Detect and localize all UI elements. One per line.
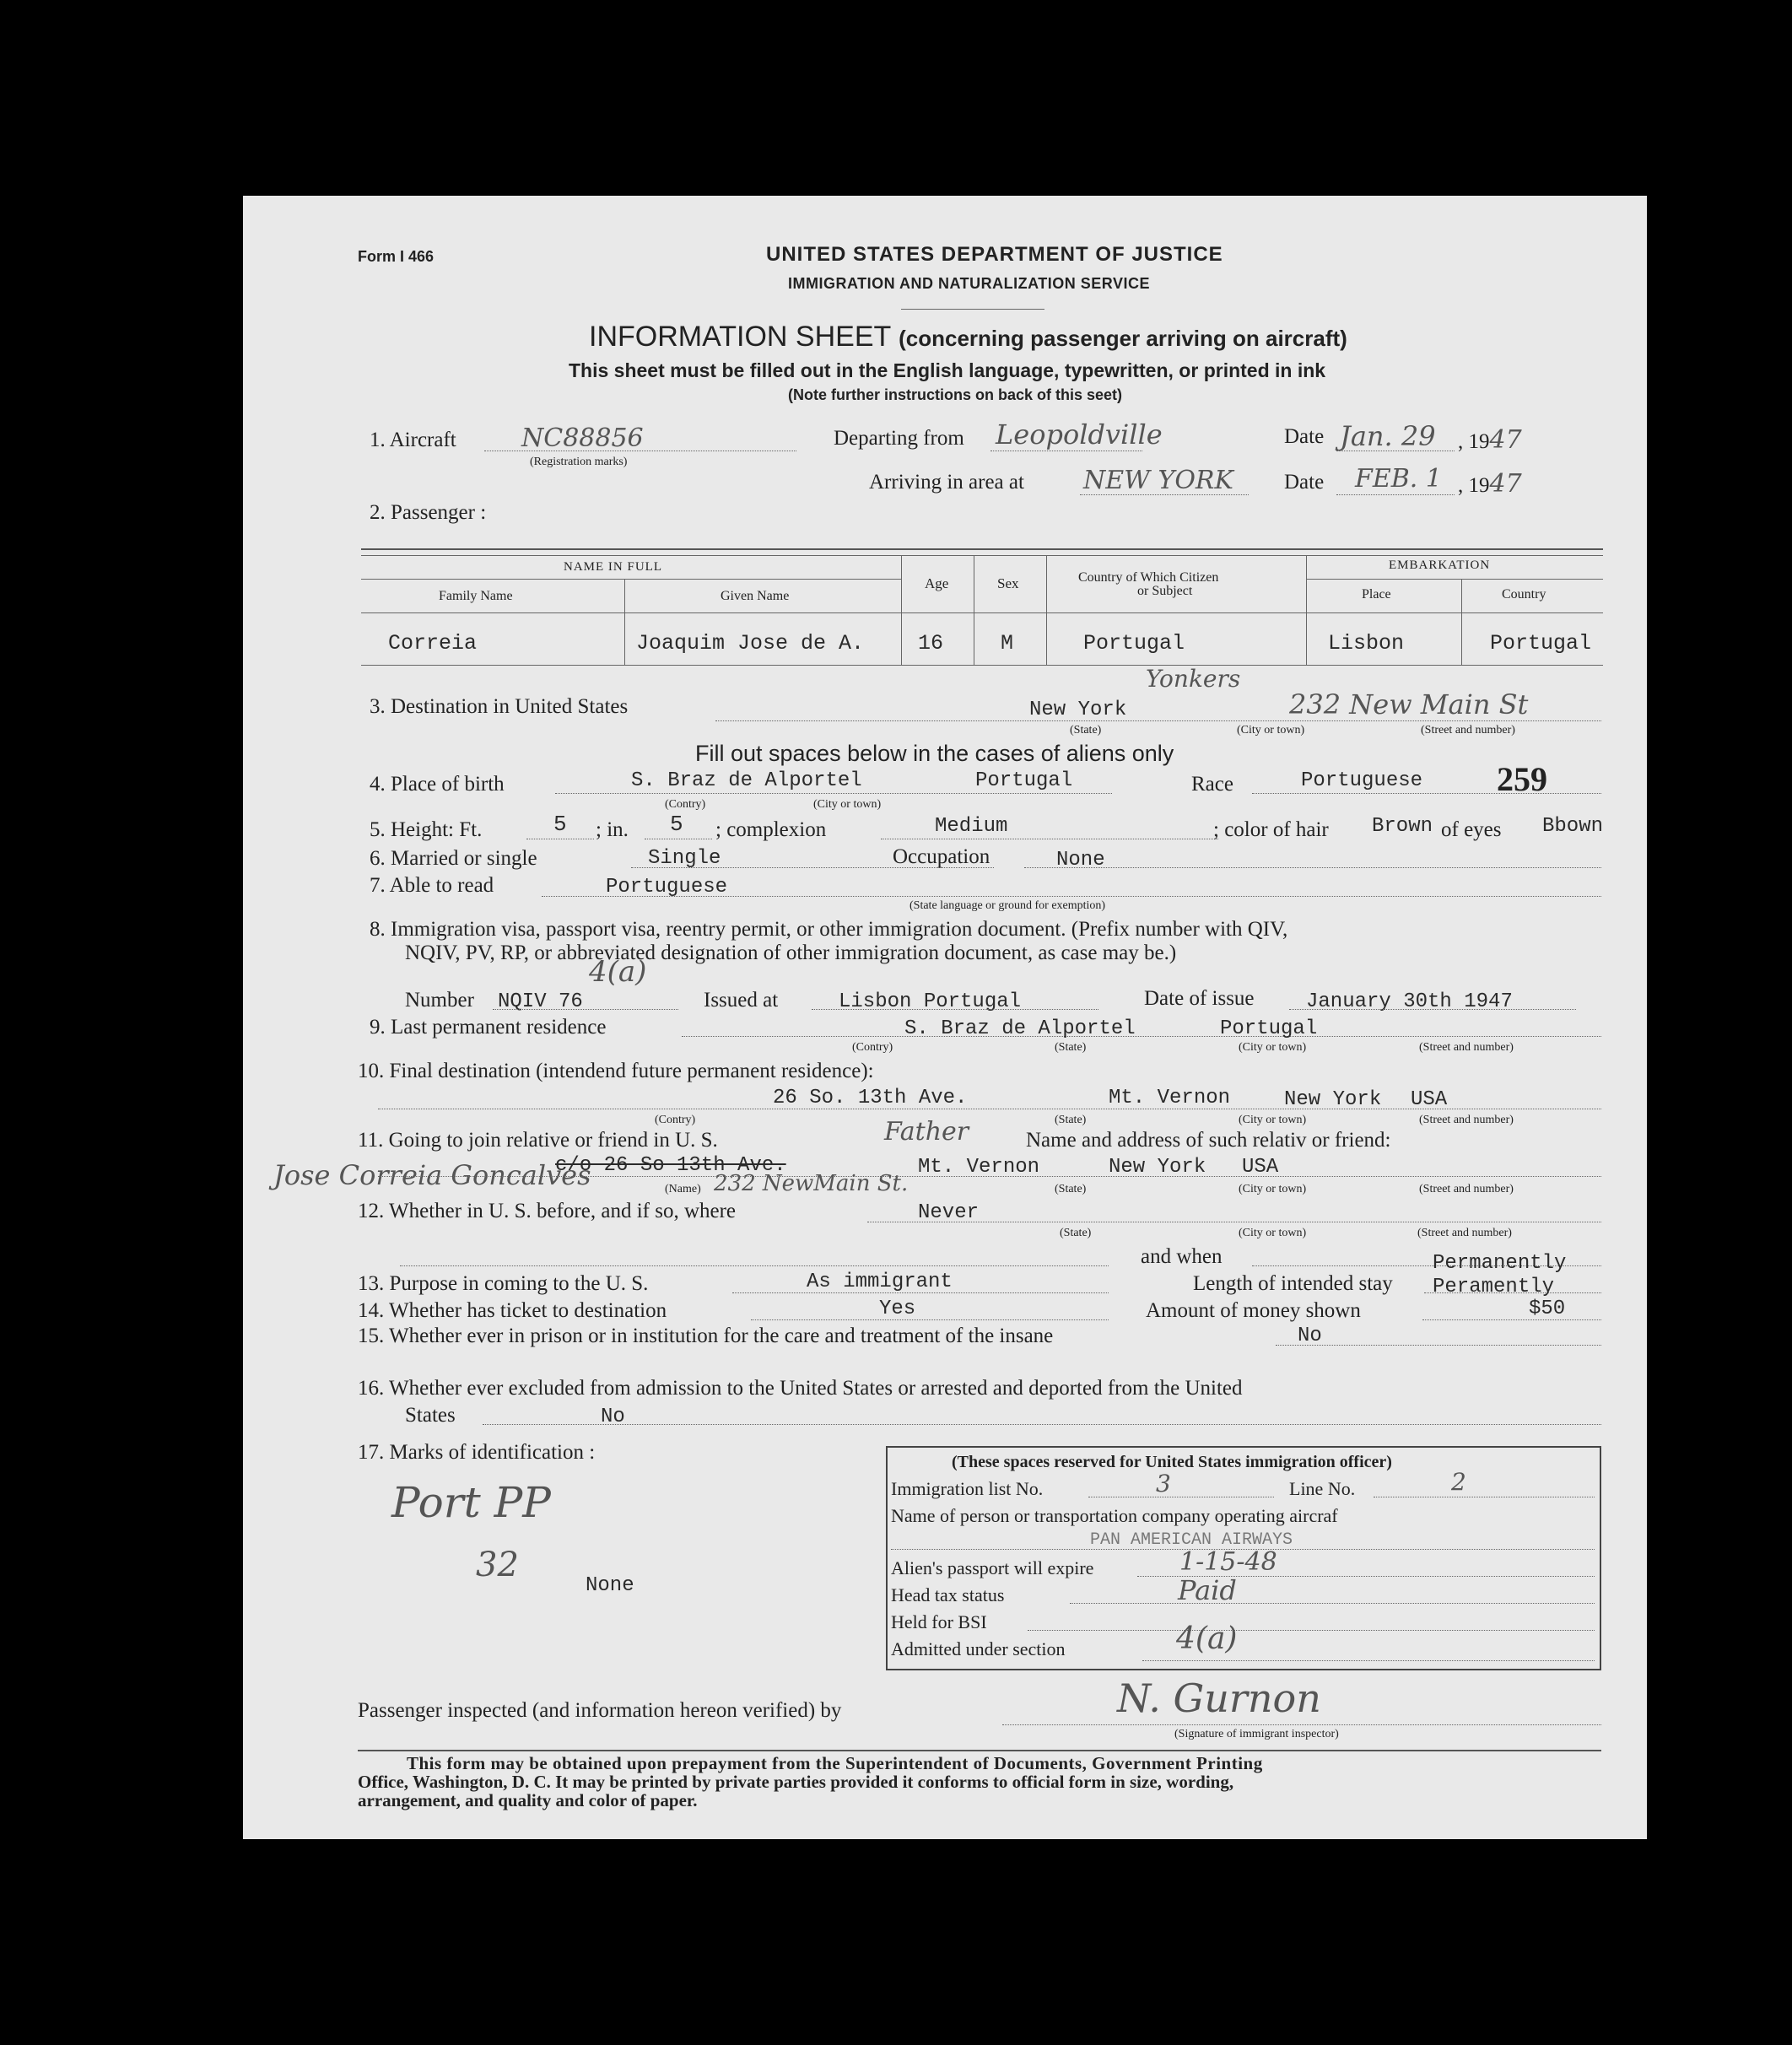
form-sheet (243, 196, 1647, 1839)
caption-country: (Contry) (665, 798, 706, 811)
family-name: Correia (388, 631, 478, 656)
departure-year: , 1947 (1458, 425, 1522, 455)
officer-box-title: (These spaces reserved for United States immigration officer) (952, 1453, 1392, 1471)
section-value: 4(a) (1176, 1621, 1238, 1656)
destination-label: 3. Destination in United States (370, 695, 629, 718)
company-label: Name of person or transportation company operating aircraf (891, 1505, 1338, 1526)
visa-section-handwritten: 4(a) (589, 955, 647, 989)
caption-street: (Street and number) (1419, 1183, 1514, 1195)
caption-city: (City or town) (813, 798, 882, 811)
birthplace-value: S. Braz de Alportel (631, 769, 862, 792)
aircraft-label: 1. Aircraft (370, 429, 456, 451)
issued-label: Issued at (704, 989, 779, 1012)
section-label: Admitted under section (891, 1638, 1066, 1659)
destination-street: 232 New Main St (1289, 688, 1529, 720)
destination-city: Yonkers (1146, 665, 1241, 693)
when-label: and when (1141, 1245, 1223, 1268)
caption-state: (State) (1060, 1227, 1092, 1239)
country-header: Country of Which Citizen (1078, 570, 1219, 585)
final-destination-label: 10. Final destination (intendend future permanent residence): (358, 1060, 874, 1082)
race-label: Race (1191, 773, 1233, 796)
caption-street: (Street and number) (1419, 1114, 1514, 1126)
age-header: Age (925, 575, 949, 591)
caption-state: (State) (1055, 1114, 1087, 1126)
line-number: 2 (1451, 1468, 1466, 1496)
form-number: Form I 466 (358, 248, 435, 265)
money-value: $50 (1529, 1298, 1566, 1320)
sex-value: M (1001, 631, 1014, 656)
caption-state: (State) (1055, 1041, 1087, 1054)
list-number: 3 (1156, 1470, 1171, 1497)
caption-state: (State) (1070, 724, 1102, 737)
excluded-value: No (601, 1406, 625, 1428)
eyes-value: Bbown (1542, 815, 1604, 838)
stay-label: Length of intended stay (1193, 1272, 1393, 1295)
arrival-date-label: Date (1284, 471, 1325, 494)
passport-expire-label: Alien's passport will expire (891, 1557, 1094, 1578)
given-name: Joaquim Jose de A. (636, 631, 865, 656)
aliens-note: Fill out spaces below in the cases of aliens only (695, 741, 1174, 766)
residence-country: Portugal (1220, 1017, 1318, 1040)
birthplace-label: 4. Place of birth (370, 773, 505, 796)
given-name-header: Given Name (721, 589, 790, 603)
name-header: NAME IN FULL (564, 560, 662, 574)
departure-date: Jan. 29 (1340, 420, 1436, 452)
embark-place: Lisbon (1328, 631, 1405, 656)
signature-caption: (Signature of immigrant inspector) (1174, 1728, 1339, 1740)
relative-name-handwritten: Jose Correia Goncalves (273, 1159, 591, 1191)
prior-visit-label: 12. Whether in U. S. before, and if so, where (358, 1200, 737, 1222)
caption-street: (Street and number) (1417, 1227, 1512, 1239)
age-value: 16 (918, 631, 944, 656)
caption-contry: (Contry) (852, 1041, 893, 1054)
department-title: UNITED STATES DEPARTMENT OF JUSTICE (766, 243, 1223, 266)
read-caption: (State language or ground for exemption) (909, 899, 1106, 912)
departing-value: Leopoldville (996, 418, 1163, 451)
issued-value: Lisbon Portugal (839, 990, 1022, 1013)
passenger-label: 2. Passenger : (370, 501, 487, 524)
caption-contry: (Contry) (655, 1114, 696, 1126)
caption-state: (State) (1055, 1183, 1087, 1195)
page-title: INFORMATION SHEET (concerning passenger arriving on aircraft) (589, 321, 1347, 353)
issue-date-label: Date of issue (1144, 987, 1255, 1010)
country-header-2: or Subject (1137, 584, 1193, 598)
birth-country: Portugal (975, 769, 1073, 792)
arrival-year: , 1947 (1458, 469, 1522, 499)
excluded-line-1: 16. Whether ever excluded from admission to the United States or arrested and deported from the United (358, 1377, 1243, 1400)
footer-line-3: arrangement, and quality and color of paper. (358, 1790, 698, 1810)
read-label: 7. Able to read (370, 874, 494, 897)
sex-header: Sex (997, 575, 1019, 591)
relative-state: New York (1109, 1156, 1206, 1179)
marks-handwritten-1: Port PP (391, 1478, 551, 1527)
relative-address-handwritten: 232 NewMain St. (714, 1171, 909, 1196)
caption-city: (City or town) (1239, 1227, 1307, 1239)
prior-visit-value: Never (918, 1201, 980, 1224)
footer-line-1: This form may be obtained upon prepayment from the Superintendent of Documents, Government Printing (407, 1753, 1263, 1773)
residence-label: 9. Last permanent residence (370, 1016, 607, 1039)
residence-value: S. Braz de Alportel (904, 1017, 1136, 1040)
arriving-label: Arriving in area at (869, 471, 1024, 494)
embark-country-header: Country (1502, 587, 1546, 602)
departure-date-label: Date (1284, 425, 1325, 448)
when-value: Permanently (1433, 1252, 1567, 1275)
complexion-label: ; complexion (715, 818, 827, 841)
caption-city: (City or town) (1239, 1183, 1307, 1195)
family-name-header: Family Name (439, 589, 513, 603)
visa-line-1: 8. Immigration visa, passport visa, reentry permit, or other immigration document. (Prefix number with QIV, (370, 918, 1288, 941)
visa-number-label: Number (405, 989, 474, 1012)
purpose-value: As immigrant (807, 1271, 953, 1293)
visa-number: NQIV 76 (498, 990, 583, 1013)
marks-handwritten-2: 32 (476, 1546, 519, 1584)
footer-line-2: Office, Washington, D. C. It may be printed by private parties provided it conforms to official form in size, wording, (358, 1772, 1234, 1792)
relative-address-typed: c/o 26 So 13th Ave. (555, 1154, 786, 1177)
visa-line-2: NQIV, PV, RP, or abbreviated designation of other immigration document, as case may be.) (405, 942, 1177, 964)
inches-label: ; in. (596, 818, 629, 841)
issue-date: January 30th 1947 (1306, 990, 1513, 1013)
final-country: USA (1411, 1088, 1448, 1111)
race-value: Portuguese (1301, 769, 1423, 792)
embark-country: Portugal (1490, 631, 1592, 656)
arriving-value: NEW YORK (1083, 466, 1233, 495)
prison-value: No (1298, 1325, 1322, 1347)
citizen-value: Portugal (1083, 631, 1185, 656)
caption-city: (City or town) (1237, 724, 1305, 737)
place-header: Place (1362, 587, 1391, 602)
occupation-label: Occupation (893, 845, 990, 868)
join-relative-label: 11. Going to join relative or friend in U. S. (358, 1129, 718, 1152)
arrival-date: FEB. 1 (1355, 464, 1442, 494)
caption-street: (Street and number) (1421, 724, 1515, 737)
read-value: Portuguese (606, 876, 728, 898)
departing-label: Departing from (834, 427, 964, 450)
head-tax-label: Head tax status (891, 1584, 1005, 1605)
list-number-label: Immigration list No. (891, 1478, 1044, 1499)
line-number-label: Line No. (1289, 1478, 1356, 1499)
final-state: New York (1284, 1088, 1382, 1111)
service-title: IMMIGRATION AND NATURALIZATION SERVICE (788, 275, 1150, 292)
relative-address-label: Name and address of such relativ or friend: (1026, 1129, 1391, 1152)
caption-name: (Name) (665, 1183, 701, 1195)
embarkation-header: EMBARKATION (1389, 558, 1491, 572)
bsi-label: Held for BSI (891, 1611, 987, 1632)
purpose-label: 13. Purpose in coming to the U. S. (358, 1272, 649, 1295)
passport-expire-value: 1-15-48 (1179, 1547, 1277, 1577)
stay-value: Peramently (1433, 1276, 1555, 1298)
marks-value: None (586, 1574, 634, 1597)
height-inches: 5 (670, 812, 683, 837)
final-street: 26 So. 13th Ave. (773, 1087, 968, 1109)
divider (901, 309, 1044, 310)
hair-value: Brown (1372, 815, 1433, 838)
relative-country: USA (1242, 1156, 1279, 1179)
marks-label: 17. Marks of identification : (358, 1441, 596, 1464)
ticket-label: 14. Whether has ticket to destination (358, 1299, 667, 1322)
caption-street: (Street and number) (1419, 1041, 1514, 1054)
ticket-value: Yes (879, 1298, 916, 1320)
caption-city: (City or town) (1239, 1041, 1307, 1054)
inspector-signature: N. Gurnon (1117, 1675, 1321, 1721)
instruction-text: This sheet must be filled out in the English language, typewritten, or printed in ink (569, 359, 1326, 381)
prison-label: 15. Whether ever in prison or in institution for the care and treatment of the insane (358, 1325, 1054, 1347)
height-label: 5. Height: Ft. (370, 818, 483, 841)
height-feet: 5 (553, 812, 567, 837)
note-text: (Note further instructions on back of this seet) (788, 386, 1123, 403)
final-city: Mt. Vernon (1109, 1087, 1231, 1109)
money-label: Amount of money shown (1146, 1299, 1361, 1322)
relation-value: Father (884, 1117, 969, 1147)
registration-caption: (Registration marks) (530, 456, 628, 468)
marital-label: 6. Married or single (370, 847, 537, 870)
race-code: 259 (1497, 760, 1547, 798)
eyes-label: of eyes (1441, 818, 1502, 841)
destination-state: New York (1029, 699, 1127, 721)
complexion-value: Medium (935, 815, 1008, 838)
marital-value: Single (648, 847, 721, 870)
head-tax-value: Paid (1178, 1574, 1237, 1606)
relative-city: Mt. Vernon (918, 1156, 1040, 1179)
occupation-value: None (1056, 849, 1105, 871)
company-value: PAN AMERICAN AIRWAYS (1090, 1530, 1293, 1550)
aircraft-value: NC88856 (521, 424, 644, 453)
caption-city: (City or town) (1239, 1114, 1307, 1126)
excluded-line-2: States (405, 1404, 456, 1427)
inspected-label: Passenger inspected (and information hereon verified) by (358, 1699, 842, 1722)
hair-label: ; color of hair (1213, 818, 1329, 841)
